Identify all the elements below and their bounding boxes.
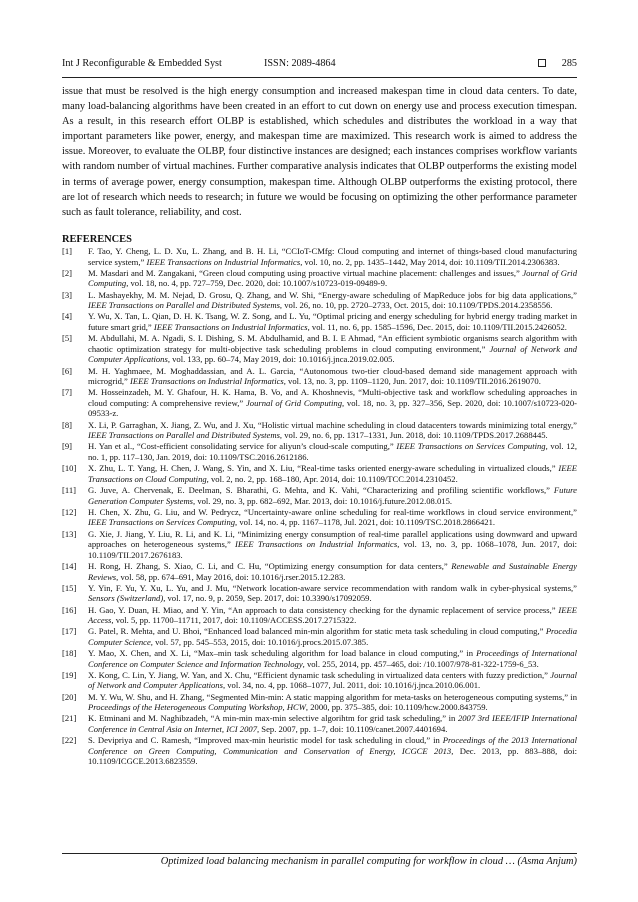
reference-details: , Dec. 2013, pp. 883–888, doi: 10.1109/ICGCE.2013.6823559. <box>88 745 577 767</box>
reference-number: [17] <box>62 626 77 637</box>
reference-details: , vol. 2, no. 2, pp. 168–180, Apr. 2014, doi: 10.1109/TCC.2014.2310452. <box>206 473 458 484</box>
reference-item <box>62 626 577 647</box>
reference-citation: S. Devipriya and C. Ramesh, “Improved max-min heuristic model for task scheduling in cloud,” in <box>88 735 443 746</box>
reference-item <box>62 670 577 691</box>
reference-citation: H. Yan et al., “Cost-efficient consolidating service for aliyun’s cloud-scale computing,” <box>88 441 397 452</box>
reference-item <box>62 441 577 462</box>
reference-citation: X. Kong, C. Lin, Y. Jiang, W. Yan, and X. Chu, “Efficient dynamic task scheduling in virtualized data centers with fuzzy prediction,” <box>88 669 551 680</box>
reference-number: [2] <box>62 267 73 278</box>
reference-venue: IEEE Transactions on Cloud Computing <box>88 463 577 484</box>
reference-item <box>62 463 577 484</box>
reference-citation: M. Masdari and M. Zangakani, “Green cloud computing using proactive virtual machine placement: challenges and issues,” <box>88 267 523 278</box>
reference-item <box>62 268 577 289</box>
reference-number: [22] <box>62 735 77 746</box>
reference-item <box>62 713 577 734</box>
reference-item <box>62 583 577 604</box>
issn: ISSN: 2089-4864 <box>264 58 336 69</box>
reference-venue: Journal of Grid Computing <box>88 267 577 289</box>
reference-venue: IEEE Transactions on Industrial Informatics <box>130 376 284 387</box>
reference-number: [3] <box>62 289 73 300</box>
reference-citation: F. Tao, Y. Cheng, L. D. Xu, L. Zhang, and B. H. Li, “CCIoT-CMfg: Cloud computing and internet of things-based cloud manufacturing service system,” <box>88 246 577 267</box>
reference-venue: Renewable and Sustainable Energy Reviews <box>88 560 578 582</box>
reference-number: [12] <box>62 506 77 517</box>
reference-item <box>62 692 577 713</box>
reference-item <box>62 387 577 419</box>
conclusion-paragraph: issue that must be resolved is the high energy consumption and increased makespan time in cloud data centers. To date, many load-balancing algorithms have been created in an effort to cut down on energy use and process execution timespan. As a result, in this research effort OLBP is established, which schedules and distributes the workload in a way that important parameters like power, energy, and makespan time are maximized. This research work is aimed to address the issue. Moreover, to evaluate the OLBP, four distinctive instances are designed; each instances comprises workflow variants with random number of virtual machines. Further comparative analysis indicates that OLBP outperforms the existing model in terms of average power, energy consumption, makespan time. Although OLBP outperforms the existing protocol, there are lot of research which needs to research; in future we would be focusing on optimizing the other performance parameter such as fault tolerance, reliability, and cost. <box>62 86 577 218</box>
reference-number: [14] <box>62 560 77 571</box>
reference-item <box>62 420 577 441</box>
reference-details: , vol. 13, no. 3, pp. 1109–1120, Jun. 2017, doi: 10.1109/TII.2016.2619070. <box>283 376 541 387</box>
reference-venue: Proceedings of the Heterogeneous Computing Workshop, HCW <box>88 702 306 713</box>
footer-divider <box>62 853 577 854</box>
references-heading: REFERENCES <box>62 234 132 245</box>
reference-venue: IEEE Access <box>88 604 577 626</box>
reference-citation: G. Juve, A. Chervenak, E. Deelman, S. Bharathi, G. Mehta, and K. Vahi, “Characterizing and profiling scientific workflows,” <box>88 485 554 495</box>
reference-details: , vol. 18, no. 4, pp. 727–759, Dec. 2020, doi: 10.1007/s10723-019-09489-9. <box>126 278 388 289</box>
reference-details: , vol. 133, pp. 60–74, May 2019, doi: 10.1016/j.jnca.2019.02.005. <box>167 354 395 365</box>
reference-citation: H. Gao, Y. Duan, H. Miao, and Y. Yin, “An approach to data consistency checking for the dynamic replacement of service process,” <box>88 604 559 615</box>
reference-details: , vol. 255, 2014, pp. 457–465, doi: /10.1007/978-81-322-1759-6_53. <box>302 658 539 669</box>
page-number: 285 <box>561 58 577 69</box>
reference-details: , vol. 29, no. 3, pp. 682–692, Mar. 2013, doi: 10.1016/j.future.2012.08.015. <box>193 495 453 506</box>
reference-number: [6] <box>62 365 73 376</box>
reference-venue: IEEE Transactions on Industrial Informatics <box>153 321 308 332</box>
reference-venue: IEEE Transactions on Industrial Informatics <box>146 256 301 267</box>
reference-venue: Journal of Network and Computer Applications <box>88 669 577 691</box>
reference-citation: Y. Wu, X. Tan, L. Qian, D. H. K. Tsang, W. Z. Song, and L. Yu, “Optimal pricing and energy scheduling for hybrid energy trading market in future smart grid,” <box>88 311 577 332</box>
reference-number: [10] <box>62 463 77 474</box>
reference-item <box>62 485 577 506</box>
reference-citation: H. Rong, H. Zhang, S. Xiao, C. Li, and C. Hu, “Optimizing energy consumption for data centers,” <box>88 560 452 571</box>
reference-details: , vol. 13, no. 3, pp. 1068–1078, Jun. 2017, doi: 10.1109/TII.2017.2676183. <box>88 539 577 560</box>
reference-item <box>62 366 577 387</box>
reference-details: , vol. 58, pp. 674–691, May 2016, doi: 10.1016/j.rser.2015.12.283. <box>116 571 346 582</box>
reference-venue: IEEE Transactions on Industrial Informatics <box>235 539 398 550</box>
reference-venue: IEEE Transactions on Parallel and Distributed Systems <box>88 300 280 311</box>
reference-venue: IEEE Transactions on Services Computing <box>396 441 546 452</box>
reference-citation: M. Hosseinzadeh, M. Y. Ghafour, H. K. Hama, B. Vo, and A. Khoshnevis, “Multi-objective task and workflow scheduling approaches in cloud computing: A comprehensive review,” <box>88 387 577 408</box>
reference-number: [7] <box>62 387 73 398</box>
header-divider <box>62 77 577 78</box>
reference-citation: G. Xie, J. Jiang, Y. Liu, R. Li, and K. Li, “Minimizing energy consumption of real-time parallel applications using downward and upward approaches on heterogeneous systems,” <box>88 528 577 550</box>
reference-number: [13] <box>62 528 77 539</box>
reference-item <box>62 507 577 528</box>
reference-citation: M. Abdullahi, M. A. Ngadi, S. I. Dishing, S. M. Abdulhamid, and B. I. E Ahmad, “An efficient symbiotic organisms search algorithm with chaotic optimization strategy for multi-objective task scheduling problems in cloud computing environment,” <box>88 333 577 354</box>
reference-item <box>62 605 577 626</box>
reference-number: [15] <box>62 582 77 593</box>
reference-item <box>62 246 577 267</box>
reference-number: [20] <box>62 691 77 702</box>
reference-venue: Journal of Grid Computing <box>245 397 343 408</box>
reference-number: [16] <box>62 604 77 615</box>
reference-details: , vol. 5, pp. 11700–11711, 2017, doi: 10.1109/ACCESS.2017.2715322. <box>111 615 357 626</box>
reference-details: , vol. 12, no. 1, pp. 117–130, Jan. 2019, doi: 10.1109/TSC.2016.2612186. <box>88 441 577 463</box>
reference-citation: M. H. Yaghmaee, M. Moghaddassian, and A. L. Garcia, “Autonomous two-tier cloud-based demand side management approach with microgrid,” <box>88 365 577 387</box>
reference-details: , vol. 10, no. 2, pp. 1435–1442, May 2014, doi: 10.1109/TII.2014.2306383. <box>300 256 560 267</box>
reference-number: [8] <box>62 419 73 430</box>
reference-venue: IEEE Transactions on Services Computing <box>88 517 236 528</box>
reference-number: [9] <box>62 441 73 452</box>
reference-item <box>62 290 577 311</box>
reference-citation: H. Chen, X. Zhu, G. Liu, and W. Pedrycz, “Uncertainty-aware online scheduling for real-time workflows in cloud service environment,” <box>88 506 577 517</box>
reference-item <box>62 735 577 767</box>
reference-citation: K. Etminani and M. Naghibzadeh, “A min-min max-min selective algorihtm for grid task scheduling,” in <box>88 713 458 724</box>
reference-number: [4] <box>62 311 73 322</box>
reference-citation: X. Li, P. Garraghan, X. Jiang, Z. Wu, and J. Xu, “Holistic virtual machine scheduling in cloud datacenters towards minimizing total energy,” <box>88 419 577 430</box>
reference-venue: Future Generation Computer Systems <box>88 485 577 506</box>
reference-details: , vol. 18, no. 3, pp. 327–356, Sep. 2020, doi: 10.1007/s10723-020-09533-z. <box>88 397 578 419</box>
reference-item <box>62 529 577 561</box>
reference-number: [21] <box>62 713 77 724</box>
reference-citation: Y. Mao, X. Chen, and X. Li, “Max–min task scheduling algorithm for load balance in cloud computing,” in <box>88 648 477 659</box>
reference-details: , vol. 14, no. 4, pp. 1167–1178, Jul. 2021, doi: 10.1109/TSC.2018.2866421. <box>235 517 496 528</box>
reference-item <box>62 333 577 365</box>
reference-details: , vol. 57, pp. 545–553, 2015, doi: 10.1016/j.procs.2015.07.385. <box>150 636 369 647</box>
reference-citation: M. Y. Wu, W. Shu, and H. Zhang, “Segmented Min-min: A static mapping algorithm for meta-tasks on heterogeneous computing systems,” in <box>88 691 577 702</box>
reference-venue: Proceedings of International Conference on Computer Science and Information Technology <box>88 648 577 669</box>
reference-venue: Procedia Computer Science <box>88 626 577 647</box>
reference-number: [1] <box>62 246 73 256</box>
reference-details: , Sep. 2007, pp. 1–7, doi: 10.1109/canet.2007.4401694. <box>257 724 448 734</box>
reference-item <box>62 648 577 669</box>
reference-details: , vol. 11, no. 6, pp. 1585–1596, Dec. 2015, doi: 10.1109/TII.2015.2426052. <box>307 321 567 332</box>
reference-details: , 2000, pp. 375–385, doi: 10.1109/hcw.2000.843759. <box>305 702 488 713</box>
reference-venue: Journal of Network and Computer Applications <box>88 343 577 365</box>
reference-details: , vol. 26, no. 10, pp. 2720–2733, Oct. 2015, doi: 10.1109/TPDS.2014.2358556. <box>279 300 553 311</box>
reference-number: [11] <box>62 485 76 495</box>
reference-number: [5] <box>62 333 73 344</box>
reference-venue: Sensors (Switzerland) <box>88 593 164 604</box>
reference-number: [19] <box>62 669 77 680</box>
checkbox-square-icon <box>538 59 546 67</box>
page-header <box>62 58 577 74</box>
reference-citation: G. Patel, R. Mehta, and U. Bhoi, “Enhanced load balanced min-min algorithm for static meta task scheduling in cloud computing,” <box>88 626 546 637</box>
reference-number: [18] <box>62 648 77 659</box>
reference-citation: L. Mashayekhy, M. M. Nejad, D. Grosu, Q. Zhang, and W. Shi, “Energy-aware scheduling of MapReduce jobs for big data applications,” <box>88 289 577 300</box>
reference-citation: X. Zhu, L. T. Yang, H. Chen, J. Wang, S. Yin, and X. Liu, “Real-time tasks oriented energy-aware scheduling in virtualized clouds,” <box>88 463 559 474</box>
running-title: Optimized load balancing mechanism in parallel computing for workflow in cloud … (Asma Anjum) <box>160 856 577 867</box>
reference-details: , vol. 34, no. 4, pp. 1068–1077, Jul. 2011, doi: 10.1016/j.jnca.2010.06.001. <box>222 680 481 691</box>
reference-details: , vol. 29, no. 6, pp. 1317–1331, Jun. 2018, doi: 10.1109/TPDS.2017.2688445. <box>279 430 548 441</box>
reference-venue: 2007 3rd IEEE/IFIP International Conference in Central Asia on Internet, ICI 2007 <box>88 713 577 734</box>
reference-venue: IEEE Transactions on Parallel and Distributed Systems <box>88 430 280 441</box>
reference-item <box>62 561 577 582</box>
journal-name: Int J Reconfigurable & Embedded Syst <box>62 58 222 69</box>
reference-details: , vol. 17, no. 9, p. 2059, Sep. 2017, doi: 10.3390/s17092059. <box>163 593 372 604</box>
reference-list <box>62 246 577 768</box>
reference-venue: Proceedings of the 2013 International Conference on Green Computing, Communication and Conservation of Energy, ICGCE 2013 <box>88 735 577 756</box>
reference-item <box>62 311 577 332</box>
reference-citation: Y. Yin, F. Yu, Y. Xu, L. Yu, and J. Mu, “Network location-aware service recommendation with random walk in cyber-physical systems,” <box>88 582 577 593</box>
